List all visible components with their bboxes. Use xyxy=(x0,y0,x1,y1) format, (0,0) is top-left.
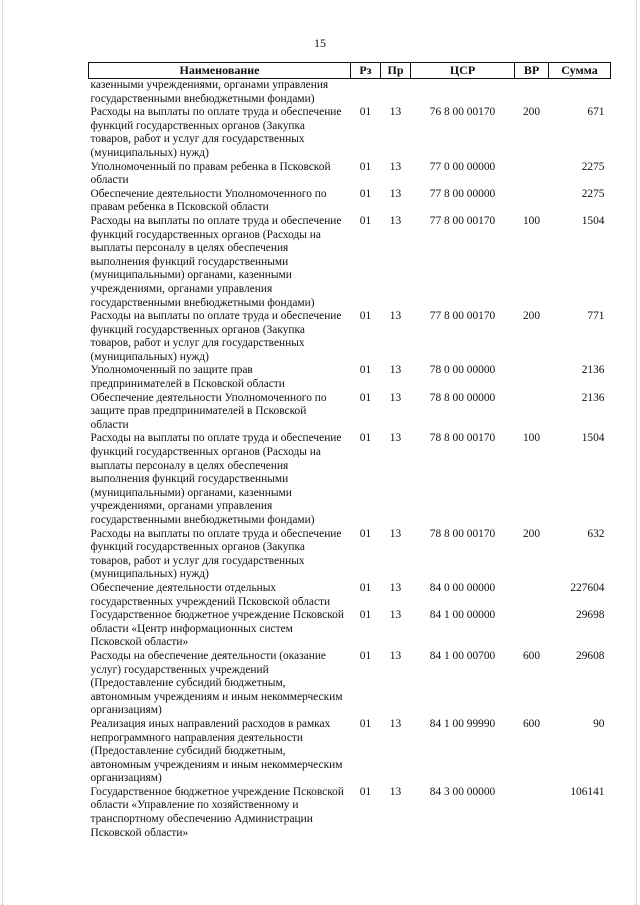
cell-vr: 100 xyxy=(522,432,541,445)
table-row xyxy=(89,161,611,188)
cell-vr xyxy=(515,609,549,650)
cell-pr: 13 xyxy=(389,785,402,798)
cell-rz: 01 xyxy=(359,785,372,798)
cell-pr: 13 xyxy=(389,391,402,404)
table-row xyxy=(89,79,611,107)
table-row xyxy=(89,582,611,609)
cell-csr: 84 1 00 00000 xyxy=(429,609,496,622)
cell-name: Уполномоченный по защите прав предпринимателей в Псковской области xyxy=(90,364,285,391)
cell-sum: 1504 xyxy=(581,432,605,445)
cell-rz: 01 xyxy=(359,527,372,540)
cell-sum: 1504 xyxy=(581,214,605,227)
table-row xyxy=(89,718,611,786)
cell-sum: 771 xyxy=(587,310,605,323)
table-row xyxy=(89,188,611,215)
cell-sum: 29608 xyxy=(576,649,605,662)
cell-sum: 2275 xyxy=(581,160,605,173)
table-row xyxy=(89,528,611,582)
cell-pr: 13 xyxy=(389,364,402,377)
cell-name: Уполномоченный по правам ребенка в Псковской области xyxy=(90,160,331,187)
cell-pr: 13 xyxy=(389,717,402,730)
table-row xyxy=(89,432,611,527)
cell-pr: 13 xyxy=(389,214,402,227)
cell-vr: 100 xyxy=(522,214,541,227)
cell-vr xyxy=(515,582,549,609)
cell-rz: 01 xyxy=(359,391,372,404)
cell-name: Расходы на выплаты по оплате труда и обеспечение функций государственных органов (Закупка товаров, работ и услуг для государственных (муниципальных) нужд) xyxy=(90,527,342,581)
cell-vr: 600 xyxy=(522,717,541,730)
cell-vr: 600 xyxy=(522,649,541,662)
cell-sum xyxy=(549,79,611,107)
cell-csr: 84 1 00 99990 xyxy=(429,717,496,730)
cell-sum: 2136 xyxy=(581,364,605,377)
cell-rz: 01 xyxy=(359,609,372,622)
table-row xyxy=(89,786,611,840)
cell-rz: 01 xyxy=(359,649,372,662)
cell-vr xyxy=(515,188,549,215)
scan-edge-right xyxy=(636,0,638,905)
cell-vr xyxy=(515,392,549,433)
cell-csr: 78 8 00 00170 xyxy=(429,432,496,445)
cell-rz: 01 xyxy=(359,364,372,377)
table-row xyxy=(89,215,611,310)
cell-pr: 13 xyxy=(389,106,402,119)
cell-pr: 13 xyxy=(389,649,402,662)
cell-vr xyxy=(515,786,549,840)
cell-rz: 01 xyxy=(359,160,372,173)
cell-pr: 13 xyxy=(389,310,402,323)
cell-vr: 200 xyxy=(522,527,541,540)
cell-name: Обеспечение деятельности отдельных государственных учреждений Псковской области xyxy=(90,581,331,608)
header-rz: Рз xyxy=(351,63,381,79)
cell-vr xyxy=(515,79,549,107)
cell-rz: 01 xyxy=(359,214,372,227)
cell-csr: 76 8 00 00170 xyxy=(429,106,496,119)
table-row xyxy=(89,310,611,364)
cell-name: Обеспечение деятельности Уполномоченного по правам ребенка в Псковской области xyxy=(90,187,327,214)
cell-rz: 01 xyxy=(359,581,372,594)
cell-sum: 2275 xyxy=(581,187,605,200)
cell-vr: 200 xyxy=(522,310,541,323)
cell-pr: 13 xyxy=(389,527,402,540)
cell-pr: 13 xyxy=(389,609,402,622)
cell-name: Расходы на выплаты по оплате труда и обеспечение функций государственных органов (Закупка товаров, работ и услуг для государственных (муниципальных) нужд) xyxy=(90,106,342,159)
cell-name: Расходы на выплаты по оплате труда и обеспечение функций государственных органов (Расходы на выплаты персоналу в целях обеспечения выполнения функций государственными (муниципальными) органами, казенными учреждениями, органами управления государственными внебюджетными фондами) xyxy=(90,214,342,309)
header-csr: ЦСР xyxy=(411,63,515,79)
cell-vr xyxy=(515,161,549,188)
cell-rz: 01 xyxy=(359,717,372,730)
table-row xyxy=(89,392,611,433)
cell-name: Государственное бюджетное учреждение Псковской области «Управление по хозяйственному и транспортному обеспечению Администрации Псковской области» xyxy=(90,785,344,839)
cell-csr: 78 8 00 00170 xyxy=(429,527,496,540)
cell-csr: 77 8 00 00170 xyxy=(429,214,496,227)
cell-csr: 84 3 00 00000 xyxy=(429,785,496,798)
table-row xyxy=(89,609,611,650)
cell-name: Расходы на выплаты по оплате труда и обеспечение функций государственных органов (Расходы на выплаты персоналу в целях обеспечения выполнения функций государственными (муниципальными) органами, казенными учреждениями, органами управления государственными внебюджетными фондами) xyxy=(90,432,342,526)
cell-rz: 01 xyxy=(359,310,372,323)
cell-sum: 632 xyxy=(587,527,605,540)
cell-sum: 671 xyxy=(587,106,605,119)
cell-rz xyxy=(351,79,381,107)
scan-edge-left xyxy=(2,0,4,905)
cell-csr: 78 0 00 00000 xyxy=(429,364,496,377)
cell-rz: 01 xyxy=(359,432,372,445)
cell-name: Расходы на выплаты по оплате труда и обеспечение функций государственных органов (Закупка товаров, работ и услуг для государственных (муниципальных) нужд) xyxy=(90,310,342,363)
cell-name: казенными учреждениями, органами управления государственными внебюджетными фондами) xyxy=(90,79,329,105)
cell-pr: 13 xyxy=(389,581,402,594)
cell-pr xyxy=(381,79,411,107)
table-header-row xyxy=(89,63,611,79)
cell-vr: 200 xyxy=(522,106,541,119)
cell-csr xyxy=(411,79,515,107)
cell-sum: 106141 xyxy=(570,785,605,798)
cell-rz: 01 xyxy=(359,106,372,119)
cell-pr: 13 xyxy=(389,432,402,445)
cell-sum: 29698 xyxy=(576,609,605,622)
cell-csr: 77 8 00 00000 xyxy=(429,187,496,200)
cell-name: Расходы на обеспечение деятельности (оказание услуг) государственных учреждений (Предоставление субсидий бюджетным, автономным учреждениям и иным некоммерческим организациям) xyxy=(90,649,343,717)
cell-name: Государственное бюджетное учреждение Псковской области «Центр информационных систем Псковской области» xyxy=(90,609,344,649)
cell-csr: 84 0 00 00000 xyxy=(429,581,496,594)
header-name: Наименование xyxy=(89,63,351,79)
budget-table xyxy=(88,62,611,840)
cell-name: Обеспечение деятельности Уполномоченного по защите прав предпринимателей в Псковской области xyxy=(90,391,327,431)
cell-sum: 227604 xyxy=(570,581,605,594)
cell-csr: 77 8 00 00170 xyxy=(429,310,496,323)
cell-csr: 84 1 00 00700 xyxy=(429,649,496,662)
cell-sum: 2136 xyxy=(581,391,605,404)
cell-name: Реализация иных направлений расходов в рамках непрограммного направления деятельности (Предоставление субсидий бюджетным, автономным учреждениям и иным некоммерческим организациям) xyxy=(90,717,343,785)
table-row xyxy=(89,650,611,718)
header-vr: ВР xyxy=(515,63,549,79)
header-pr: Пр xyxy=(381,63,411,79)
table-row xyxy=(89,106,611,160)
cell-vr xyxy=(515,364,549,391)
cell-rz: 01 xyxy=(359,187,372,200)
cell-csr: 77 0 00 00000 xyxy=(429,160,496,173)
page-number: 15 xyxy=(314,36,326,50)
cell-pr: 13 xyxy=(389,187,402,200)
table-row xyxy=(89,364,611,391)
header-sum: Сумма xyxy=(549,63,611,79)
cell-sum: 90 xyxy=(593,717,605,730)
cell-pr: 13 xyxy=(389,160,402,173)
cell-csr: 78 8 00 00000 xyxy=(429,391,496,404)
